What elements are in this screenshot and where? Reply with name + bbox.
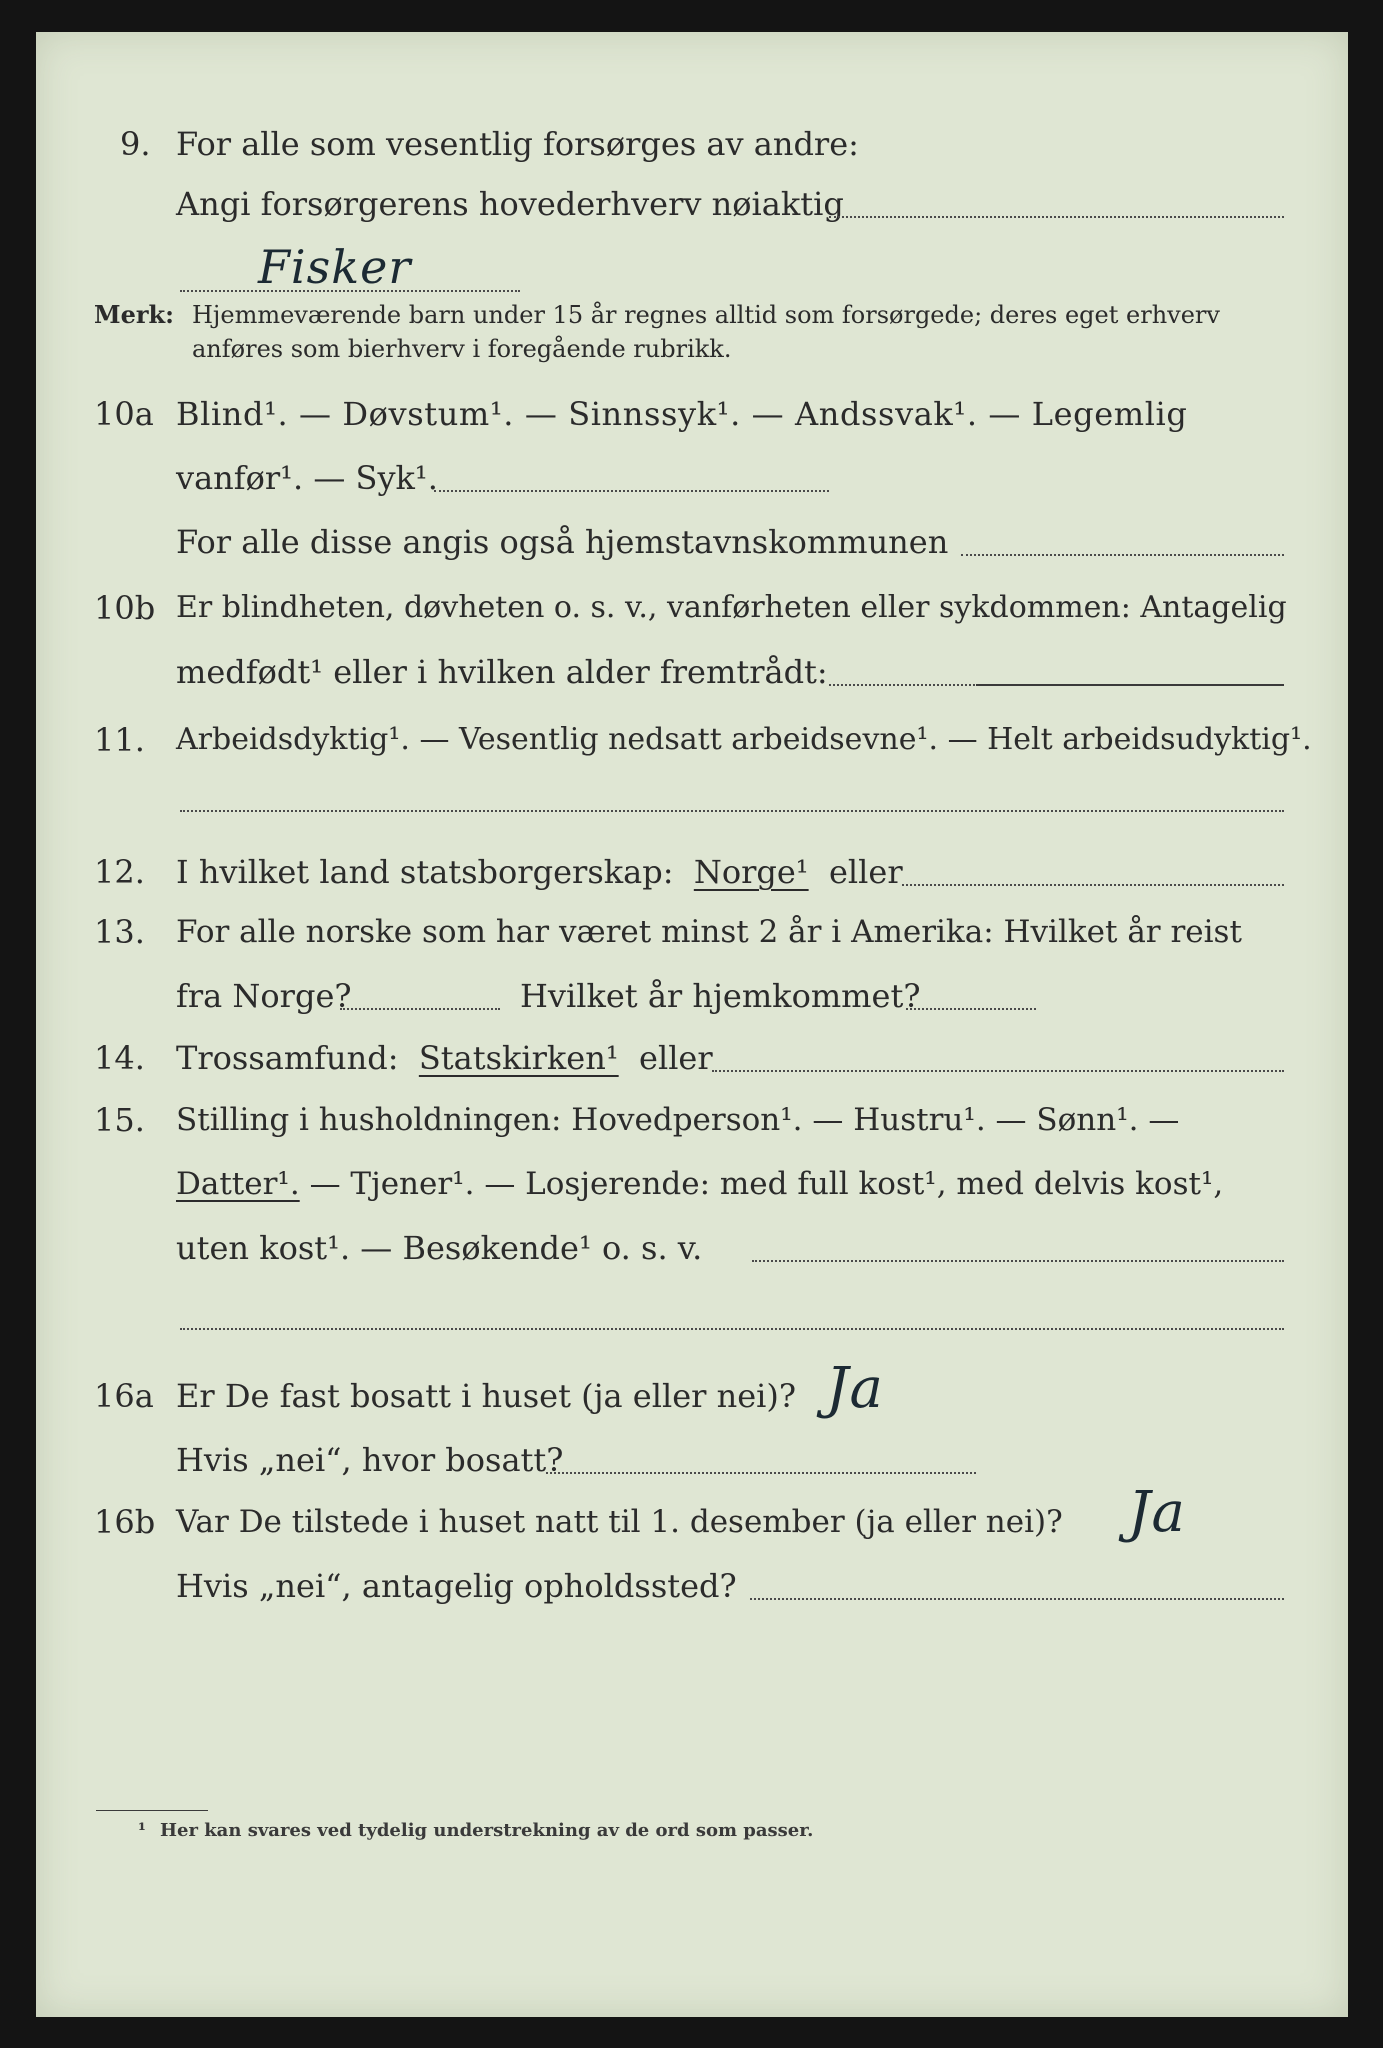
q16b-number: 16b	[94, 1503, 156, 1541]
footnote-text: Her kan svares ved tydelig understrekning av de ord som passer.	[160, 1820, 814, 1841]
merk-label: Merk:	[94, 300, 174, 329]
q15-line-2	[176, 1164, 1223, 1204]
q10b-number: 10b	[94, 589, 156, 627]
merk-line-2: anføres som bierhverv i foregående rubrikk.	[192, 335, 732, 363]
q12-prompt: I hvilket land statsborgerskap:	[176, 853, 674, 891]
q16b-whereabouts-prompt: Hvis „nei“, antagelig opholdssted?	[176, 1567, 737, 1605]
q16a-where-line	[546, 1472, 976, 1474]
q11-answer-line	[180, 810, 1284, 812]
q15-line-2-rest: — Tjener¹. — Losjerende: med full kost¹, med delvis kost¹,	[309, 1166, 1224, 1202]
q15-number: 15.	[94, 1101, 145, 1139]
q16a-number: 16a	[94, 1377, 154, 1415]
q13-year-returned-prompt: Hvilket år hjemkommet?	[520, 977, 921, 1015]
q13-number: 13.	[94, 913, 145, 951]
q13-year-left-prompt: fra Norge?	[176, 977, 352, 1015]
q16b-question: Var De tilstede i huset natt til 1. desember (ja eller nei)?	[176, 1504, 1063, 1540]
q14-answer-line	[712, 1070, 1284, 1072]
q9-handwritten-answer: Fisker	[258, 240, 412, 294]
q15-answer-line-2	[180, 1328, 1284, 1330]
q14-statskirken-option: Statskirken¹	[418, 1039, 619, 1077]
q12-question	[176, 852, 903, 892]
q12-norge-option: Norge¹	[693, 853, 809, 891]
q10a-line-3: For alle disse angis også hjemstavnskommunen	[176, 523, 949, 561]
census-form-page	[36, 32, 1348, 2017]
q13-line-1: For alle norske som har været minst 2 år i Amerika: Hvilket år reist	[176, 914, 1242, 950]
q16a-handwritten-answer: Ja	[826, 1356, 884, 1421]
q14-eller: eller	[639, 1039, 713, 1077]
q9-number: 9.	[120, 125, 151, 163]
q13-year-left-line	[340, 1008, 500, 1010]
q9-answer-line-2	[180, 290, 520, 292]
q12-number: 12.	[94, 853, 145, 891]
q11-line-1: Arbeidsdyktig¹. — Vesentlig nedsatt arbeidsevne¹. — Helt arbeidsudyktig¹.	[176, 722, 1312, 757]
q12-eller: eller	[828, 853, 903, 891]
q11-number: 11.	[94, 721, 145, 759]
q10b-answer-dots	[829, 684, 979, 686]
q16b-handwritten-answer: Ja	[1128, 1480, 1186, 1545]
q10a-number: 10a	[94, 395, 154, 433]
q9-prompt: Angi forsørgerens hovederhverv nøiaktig	[176, 185, 844, 223]
q10b-answer-rule	[976, 684, 1284, 686]
q9-question: For alle som vesentlig forsørges av andre:	[176, 125, 859, 163]
q10b-line-1: Er blindheten, døvheten o. s. v., vanførheten eller sykdommen: Antagelig	[176, 590, 1287, 625]
q10a-answer-line	[434, 490, 829, 492]
q10a-line-2: vanfør¹. — Syk¹.	[176, 459, 438, 497]
q12-answer-line	[902, 884, 1284, 886]
footnote-separator	[96, 1810, 208, 1811]
q16a-question: Er De fast bosatt i huset (ja eller nei)?	[176, 1377, 797, 1415]
q10a-line-1: Blind¹. — Døvstum¹. — Sinnssyk¹. — Andssvak¹. — Legemlig	[176, 395, 1188, 433]
merk-line-1: Hjemmeværende barn under 15 år regnes alltid som forsørgede; deres eget erhverv	[192, 301, 1220, 329]
q14-number: 14.	[94, 1039, 145, 1077]
q9-answer-line	[829, 216, 1284, 218]
q16a-where-prompt: Hvis „nei“, hvor bosatt?	[176, 1441, 564, 1479]
q14-prompt: Trossamfund:	[176, 1039, 399, 1077]
q10b-line-2: medfødt¹ eller i hvilken alder fremtrådt:	[176, 653, 828, 691]
footnote-mark: ¹	[138, 1820, 146, 1841]
q10a-home-municipality-line	[961, 554, 1284, 556]
q15-line-3: uten kost¹. — Besøkende¹ o. s. v.	[176, 1229, 703, 1267]
q15-datter-option: Datter¹.	[176, 1166, 300, 1202]
q15-answer-line	[752, 1260, 1284, 1262]
q13-year-returned-line	[906, 1008, 1036, 1010]
q16b-whereabouts-line	[750, 1598, 1284, 1600]
q14-question	[176, 1038, 713, 1078]
q15-line-1: Stilling i husholdningen: Hovedperson¹. — Hustru¹. — Sønn¹. —	[176, 1102, 1180, 1138]
